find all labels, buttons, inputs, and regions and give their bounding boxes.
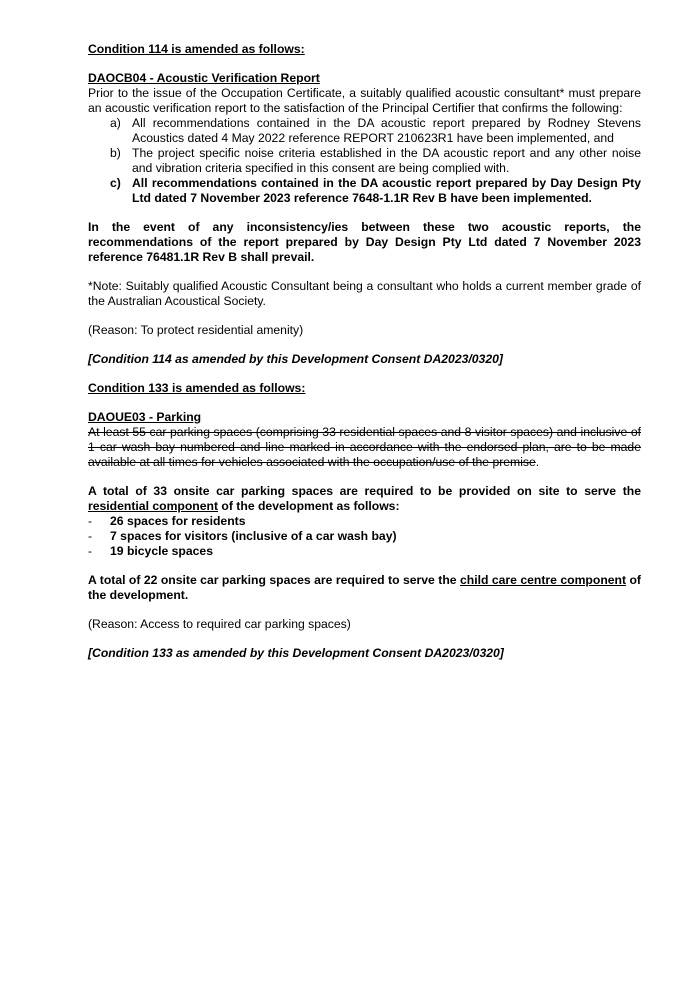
condition-114-list bbox=[88, 116, 641, 206]
childcare-component-label: child care centre component bbox=[459, 573, 627, 587]
list-item-text: All recommendations contained in the DA acoustic report prepared by Day Design Pty Ltd dated 7 November 2023 reference 7648-1.1R Rev B have been implemented. bbox=[132, 176, 641, 205]
condition-114-reason: (Reason: To protect residential amenity) bbox=[88, 323, 304, 337]
struck-text-end: . bbox=[535, 455, 540, 469]
condition-114-title: DAOCB04 - Acoustic Verification Report bbox=[88, 71, 320, 85]
childcare-parking-text: A total of 22 onsite car parking spaces are required to serve the bbox=[88, 573, 457, 587]
list-marker: - bbox=[88, 544, 93, 558]
struck-text: At least 55 car parking spaces (comprising 33 residential spaces and 8 visitor spaces) and inclusive of 1 car wash bay numbered and line marked in accordance with the endorsed plan, are to be made available at all times for vehicles associated with the occupation/use of the premise bbox=[88, 425, 641, 469]
list-marker: a) bbox=[110, 116, 121, 130]
document-page bbox=[88, 42, 641, 661]
list-item bbox=[88, 116, 641, 146]
list-item-text: All recommendations contained in the DA acoustic report prepared by Rodney Stevens Acoustics dated 4 May 2022 reference REPORT 210623R1 have been implemented, and bbox=[132, 116, 641, 145]
condition-114-amended-note: [Condition 114 as amended by this Development Consent DA2023/0320] bbox=[88, 352, 503, 366]
consultant-note: *Note: Suitably qualified Acoustic Consultant being a consultant who holds a current member grade of the Australian Acoustical Society. bbox=[88, 279, 641, 308]
condition-133-title: DAOUE03 - Parking bbox=[88, 410, 202, 424]
residential-component-label: residential component bbox=[88, 499, 219, 513]
list-item-text: 7 spaces for visitors (inclusive of a car wash bay) bbox=[110, 529, 397, 543]
childcare-parking-paragraph bbox=[88, 573, 641, 603]
residential-parking-paragraph bbox=[88, 484, 641, 514]
list-marker: b) bbox=[110, 146, 121, 160]
list-marker: - bbox=[88, 514, 93, 528]
list-item bbox=[88, 544, 641, 559]
condition-114-heading: Condition 114 is amended as follows: bbox=[88, 42, 305, 56]
struck-paragraph bbox=[88, 425, 641, 470]
childcare-parking-text-end: of the development. bbox=[88, 573, 641, 602]
condition-114-intro: Prior to the issue of the Occupation Certificate, a suitably qualified acoustic consultant* must prepare an acoustic verification report to the satisfaction of the Principal Certifier that confirms the following: bbox=[88, 86, 641, 115]
condition-133-heading: Condition 133 is amended as follows: bbox=[88, 381, 306, 395]
parking-list bbox=[88, 514, 641, 559]
condition-133-reason: (Reason: Access to required car parking spaces) bbox=[88, 617, 351, 631]
residential-parking-text: A total of 33 onsite car parking spaces are required to be provided on site to serve the bbox=[88, 484, 641, 498]
list-item-text: 19 bicycle spaces bbox=[110, 544, 213, 558]
inconsistency-paragraph: In the event of any inconsistency/ies between these two acoustic reports, the recommendations of the report prepared by Day Design Pty Ltd dated 7 November 2023 reference 76481.1R Rev B shall prevail. bbox=[88, 220, 641, 264]
list-item bbox=[88, 514, 641, 529]
list-marker: c) bbox=[110, 176, 121, 190]
list-item-text: The project specific noise criteria established in the DA acoustic report and any other noise and vibration criteria specified in this consent are being complied with. bbox=[132, 146, 641, 175]
list-item bbox=[88, 529, 641, 544]
condition-133-amended-note: [Condition 133 as amended by this Development Consent DA2023/0320] bbox=[88, 646, 504, 660]
list-item-text: 26 spaces for residents bbox=[110, 514, 246, 528]
list-marker: - bbox=[88, 529, 93, 543]
residential-parking-text-end: of the development as follows: bbox=[221, 499, 400, 513]
list-item bbox=[88, 176, 641, 206]
list-item bbox=[88, 146, 641, 176]
